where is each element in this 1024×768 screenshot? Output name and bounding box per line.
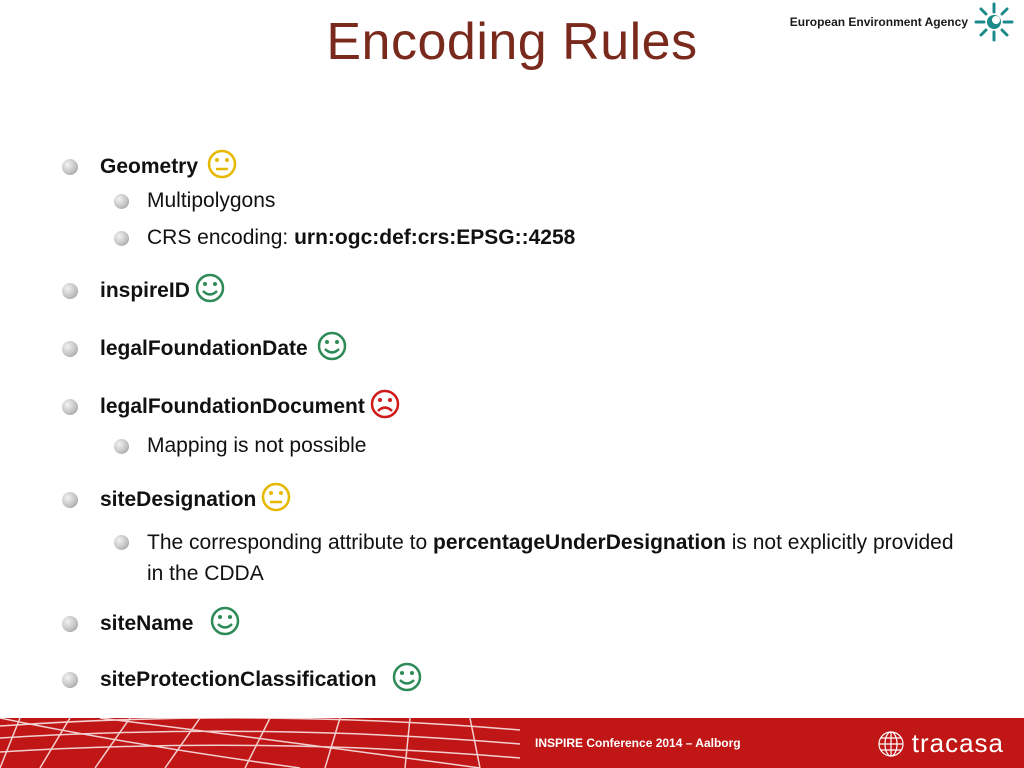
item-label-prefix: CRS encoding: <box>147 226 295 249</box>
item-text <box>147 527 967 589</box>
bullet-icon <box>114 535 129 550</box>
bullet-icon <box>114 439 129 454</box>
item-label-prefix: The corresponding attribute to <box>147 531 434 554</box>
list-item-legalfoundationdocument <box>62 388 401 426</box>
list-item-sitename <box>62 605 241 643</box>
slide-title: Encoding Rules <box>326 13 698 71</box>
list-item-multipolygons <box>114 189 275 213</box>
globe-grid-icon <box>876 729 906 759</box>
bullet-icon <box>114 194 129 209</box>
item-label: legalFoundationDate <box>100 337 308 360</box>
eea-agency-name: European Environment Agency <box>789 15 968 29</box>
happy-face-icon <box>209 605 241 643</box>
footer-band <box>0 718 1024 768</box>
happy-face-icon <box>316 330 348 368</box>
bullet-icon <box>62 492 78 508</box>
item-label: Geometry <box>100 155 199 178</box>
list-item-geometry <box>62 148 238 186</box>
eea-logo <box>790 0 1014 44</box>
bullet-icon <box>114 231 129 246</box>
bullet-icon <box>62 159 78 175</box>
item-label: siteName <box>100 612 194 635</box>
item-label: inspireID <box>100 279 190 302</box>
item-label: Mapping is not possible <box>147 434 367 457</box>
list-item-crs-encoding <box>114 226 575 250</box>
item-label: legalFoundationDocument <box>100 395 365 418</box>
bullet-icon <box>62 341 78 357</box>
bullet-icon <box>62 672 78 688</box>
neutral-face-icon <box>206 148 238 186</box>
sad-face-icon <box>369 388 401 426</box>
item-label-suffix: is not explicitly provided in the CDDA <box>147 531 960 585</box>
footer-grid-pattern-icon <box>0 718 1024 768</box>
tracasa-logo <box>876 728 1004 759</box>
item-label-bold: urn:ogc:def:crs:EPSG::4258 <box>294 226 576 249</box>
item-label: siteProtectionClassification <box>100 668 377 691</box>
list-item-corresponding-attribute <box>114 527 967 589</box>
list-item-siteprotectionclassification <box>62 661 423 699</box>
bullet-icon <box>62 399 78 415</box>
list-item-legalfoundationdate <box>62 330 348 368</box>
eea-sun-icon <box>974 2 1014 42</box>
list-item-mapping-not-possible <box>114 434 366 458</box>
happy-face-icon <box>391 661 423 699</box>
bullet-icon <box>62 283 78 299</box>
list-item-sitedesignation <box>62 481 292 519</box>
bullet-icon <box>62 616 78 632</box>
footer-conference-text: INSPIRE Conference 2014 – Aalborg <box>535 736 741 750</box>
neutral-face-icon <box>260 481 292 519</box>
item-label-bold: percentageUnderDesignation <box>433 531 726 554</box>
tracasa-brand-text: tracasa <box>911 728 1004 758</box>
item-label: siteDesignation <box>100 488 257 511</box>
item-label: Multipolygons <box>147 189 276 212</box>
happy-face-icon <box>194 272 226 310</box>
list-item-inspireid <box>62 272 226 310</box>
